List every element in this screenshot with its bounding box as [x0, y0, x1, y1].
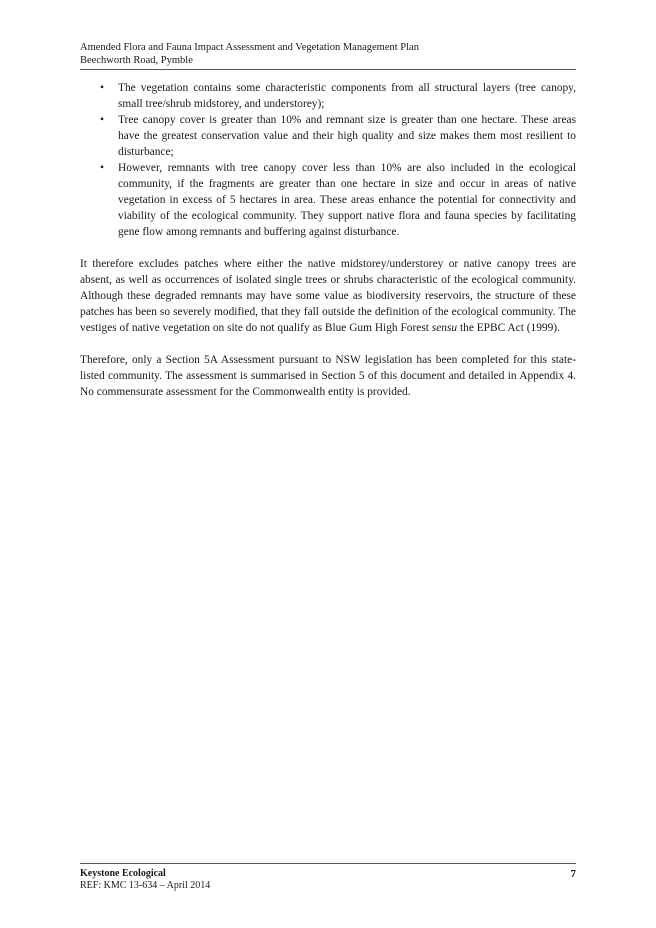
list-item — [80, 112, 576, 160]
footer-company: Keystone Ecological — [80, 868, 166, 879]
page-footer — [80, 868, 576, 892]
page-header — [80, 41, 576, 67]
header-divider — [80, 69, 576, 70]
paragraph-text: It therefore excludes patches where either the native midstorey/understorey or native canopy trees are absent, as well as occurrences of isolated single trees or shrubs characteristic of the ecological community. Although these degraded remnants may have some value as biodiversity reservoirs, the structure of these patches has been so severely modified, that they fall outside the definition of the ecological community. The vestiges of native vegetation on site do not qualify as Blue Gum High Forest — [80, 258, 576, 334]
paragraph-exclusions — [80, 256, 576, 336]
paragraph-text-end: the EPBC Act (1999). — [457, 322, 560, 334]
bullet-text: The vegetation contains some characteristic components from all structural layers (tree canopy, small tree/shrub midstorey, and understorey); — [118, 82, 576, 110]
header-title: Amended Flora and Fauna Impact Assessment and Vegetation Management Plan — [80, 42, 419, 53]
footer-divider — [80, 863, 576, 864]
list-item — [80, 80, 576, 112]
bullet-icon: • — [100, 162, 104, 174]
bullet-text: However, remnants with tree canopy cover less than 10% are also included in the ecological community, if the fragments are greater than one hectare in size and occur in areas of native vegetation in excess of 5 hectares in area. These areas enhance the potential for connectivity and viability of the ecological community. They support native flora and fauna species by facilitating gene flow among remnants and buffering against disturbance. — [118, 162, 576, 238]
bullet-text: Tree canopy cover is greater than 10% and remnant size is greater than one hectare. These areas have the greatest conservation value and their high quality and size makes them most resilient to disturbance; — [118, 114, 576, 158]
italic-term: sensu — [431, 322, 458, 334]
page-number: 7 — [570, 868, 576, 880]
document-body — [80, 80, 576, 400]
bullet-icon: • — [100, 114, 104, 126]
footer-ref: REF: KMC 13-634 – April 2014 — [80, 880, 211, 891]
paragraph-assessment: Therefore, only a Section 5A Assessment pursuant to NSW legislation has been completed for this state-listed community. The assessment is summarised in Section 5 of this document and detailed in Appendix 4. No commensurate assessment for the Commonwealth entity is provided. — [80, 354, 576, 398]
bullet-list — [80, 80, 576, 240]
header-subtitle: Beechworth Road, Pymble — [80, 55, 193, 66]
list-item — [80, 160, 576, 240]
bullet-icon: • — [100, 82, 104, 94]
